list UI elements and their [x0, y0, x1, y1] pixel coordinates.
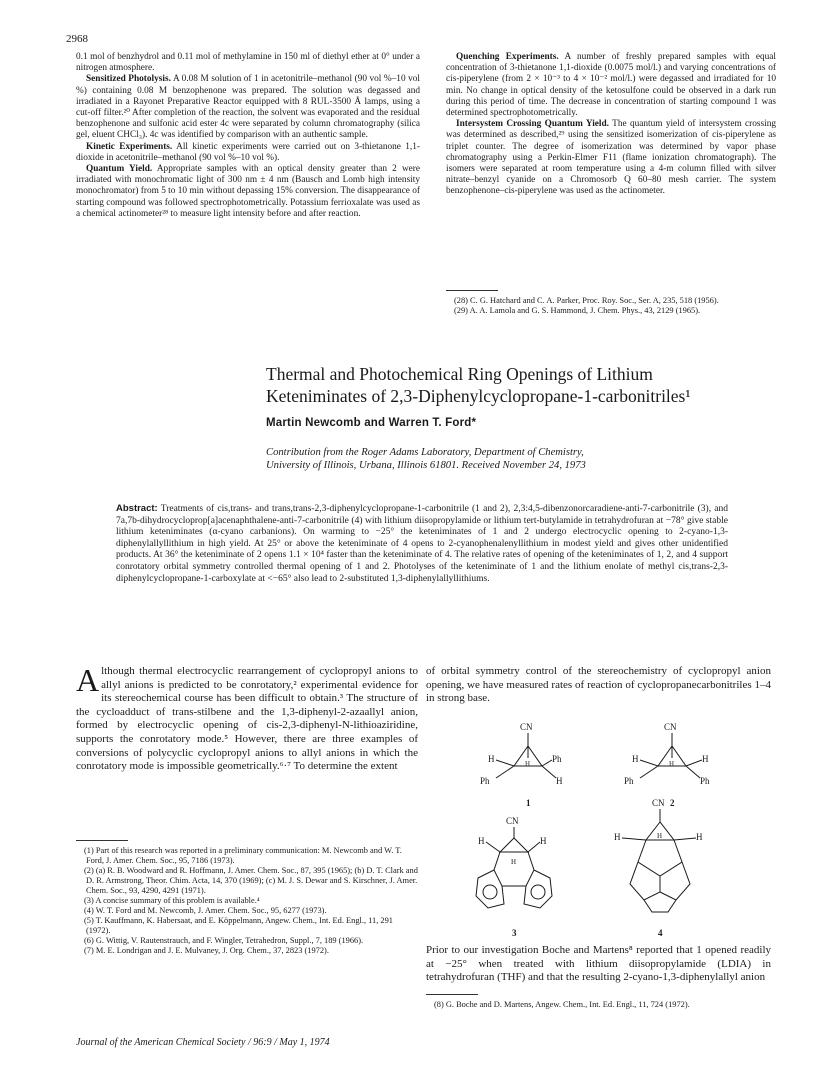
paragraph-quantum-yield — [76, 164, 420, 220]
heading-sensitized-photolysis: Sensitized Photolysis. — [86, 74, 171, 85]
text-quantum-yield: Appropriate samples with an optical density greater than 2 were irradiated with monochromatic light of 300 nm ± 4 nm (Bausch and Lomb high intensity monochromator) from 5 to 10 min without depassing 15% conversion. The disappearance of starting compound was followed spectrophotometrically. Potassium ferrioxalate was used as a chemical actinometer²⁸ to measure light intensity before and after reaction. — [76, 164, 421, 219]
structure-3 — [460, 812, 580, 942]
affiliation — [266, 446, 776, 472]
s2-h-left: H — [632, 754, 639, 764]
body-right-column: of orbital symmetry control of the stereochemistry of cyclopropyl anion opening, we have measured rates of reaction of cyclopropanecarbonitriles 1–4 in strong base. — [426, 665, 771, 705]
s1-h-center: H — [525, 760, 531, 768]
s2-bond-h-left — [640, 760, 658, 766]
s3-h-right: H — [540, 836, 547, 846]
text-intersystem-crossing: The quantum yield of intersystem crossing was determined as described,²⁹ using the sensitized isomerization of cis-piperylene as triplet counter. The degree of isomerization was determined by vapor phase chromatography using a Perkin-Elmer F11 (flame ionization chromatograph). The isomers were separated at room temperature using a 4-m column filled with silver nitrate–benzyl cyanide on a Chromosorb Q 60–80 mesh carrier. The system benzophenone–cis-piperylene was used as the actinometer. — [446, 119, 777, 197]
s4-left-ring — [630, 862, 660, 900]
s1-ph-right: Ph — [552, 754, 562, 764]
s4-h-center: H — [657, 832, 663, 840]
s4-h-right: H — [696, 832, 703, 842]
paragraph-sensitized-photolysis — [76, 74, 420, 141]
authors: Martin Newcomb and Warren T. Ford* — [266, 417, 477, 429]
s1-bond-ph-right — [542, 760, 552, 766]
s2-ph-right: Ph — [700, 776, 710, 786]
footnote-right — [426, 1000, 771, 1010]
s3-right-benzo — [524, 870, 552, 908]
footnotes-left — [76, 846, 418, 956]
abstract-label: Abstract: — [116, 503, 158, 514]
page-number: 2968 — [66, 33, 88, 45]
text-sensitized-photolysis: A 0.08 M solution of 1 in acetonitrile–methanol (90 vol %–10 vol %) containing 0.08 M benzophenone was prepared. The solution was degassed and irradiated in a Rayonet Preparative Reactor equipped with 8 RUL-3500 Å lamps, using a cut-off filter.²⁰ After completion of the reaction, the solvent was evaporated and the residual benzophenone and sulfonic acid ester 4c were separated by column chromatography (silica gel, eluent CHCl₃). 4c was identified by comparison with an authentic sample. — [76, 74, 421, 141]
footnote-rule-right — [426, 994, 478, 995]
s1-ph-left: Ph — [480, 776, 490, 786]
paragraph-quenching — [446, 52, 776, 119]
heading-kinetic-experiments: Kinetic Experiments. — [86, 141, 173, 152]
body-intro-text: lthough thermal electrocyclic rearrangement of cyclopropyl anions to allyl anions is predicted to be conrotatory,² experimental evidence for its stereochemical course has been difficult to obtain.³ The structure of the cycloadduct of trans-stilbene and the 1,3-diphenyl-2-azaallyl anion, formed by electrocyclic opening of cis-2,3-diphenyl-N-lithioaziridine, supports the conrotatory mode.⁵ However, there are three examples of conversions of polycyclic cyclopropyl anions to allyl anions in which the conrotatory mode is impossible geometrically.⁶·⁷ To determine the extent — [76, 665, 418, 773]
s4-cn-label: CN — [652, 798, 665, 808]
s1-h-right: H — [556, 776, 563, 786]
affiliation-line-1: Contribution from the Roger Adams Laboratory, Department of Chemistry, — [266, 447, 584, 458]
s1-number: 1 — [526, 798, 531, 808]
text-quenching: A number of freshly prepared samples with equal concentration of 3-thietanone 1,1-dioxide (0.0075 mol/l.) and varying concentrations of cis-piperylene (from 2 × 10⁻³ to 4 × 10⁻² mol/l.) were degassed and irradiated for 10 min. No change in optical density of the ketosulfone could be observed in a dark run during this period of time. The decrease in concentration of starting compound 1 was determined spectrophotometrically. — [446, 52, 776, 119]
reference-28: (28) C. G. Hatchard and C. A. Parker, Proc. Roy. Soc., Ser. A, 235, 518 (1956). — [454, 296, 719, 305]
s4-h-left: H — [614, 832, 621, 842]
footnote-4: (4) W. T. Ford and M. Newcomb, J. Amer. Chem. Soc., 95, 6277 (1973). — [84, 906, 327, 915]
body-right-continuation: Prior to our investigation Boche and Martens⁸ reported that 1 opened readily at −25° when treated with lithium diisopropylamide (LDIA) in tetrahydrofuran (THF) and that the resulting 2-cyano-1,3-diphenylallyl anion — [426, 944, 771, 984]
s3-left-aromatic — [483, 885, 497, 899]
s1-h-left: H — [488, 754, 495, 764]
s2-bond-ph-right — [686, 766, 700, 778]
text-kinetic-experiments: All kinetic experiments were carried out on 3-thietanone 1,1-dioxide in acetonitrile–methanol (90 vol %–10 vol %). — [76, 141, 420, 163]
experimental-left-column — [76, 52, 420, 220]
s4-bottom-ring — [644, 900, 676, 912]
s3-h-left: H — [478, 836, 485, 846]
footnote-3: (3) A concise summary of this problem is available.⁴ — [84, 896, 260, 905]
journal-footer: Journal of the American Chemical Society / 96:9 / May 1, 1974 — [76, 1037, 330, 1048]
footnote-6: (6) G. Wittig, V. Rautenstrauch, and F. Wingler, Tetrahedron, Suppl., 7, 189 (1966). — [84, 936, 364, 945]
s4-bond-h-right — [674, 838, 696, 840]
s4-five-ring — [638, 840, 682, 876]
footnote-rule-top — [446, 290, 498, 291]
s2-number: 2 — [670, 798, 675, 808]
footnote-8: (8) G. Boche and D. Martens, Angew. Chem., Int. Ed. Engl., 11, 724 (1972). — [434, 1000, 690, 1009]
drop-cap: A — [76, 662, 100, 698]
footnote-7: (7) M. E. Londrigan and J. E. Mulvaney, J. Org. Chem., 37, 2823 (1972). — [84, 946, 329, 955]
s1-bond-ph-left — [496, 766, 514, 778]
body-left-column — [76, 662, 418, 774]
s2-cn-label: CN — [664, 722, 677, 732]
paragraph-benzhydrol: 0.1 mol of benzhydrol and 0.11 mol of methylamine in 150 ml of diethyl ether at 0° under a nitrogen atmosphere. — [76, 52, 420, 74]
s1-cn-label: CN — [520, 722, 533, 732]
structure-1 — [474, 720, 584, 810]
paragraph-intersystem-crossing — [446, 119, 776, 197]
heading-intersystem-crossing: Intersystem Crossing Quantum Yield. — [456, 119, 609, 130]
s3-h-center: H — [511, 858, 517, 866]
reference-29: (29) A. A. Lamola and G. S. Hammond, J. Chem. Phys., 43, 2129 (1965). — [454, 306, 701, 315]
s3-cn-label: CN — [506, 816, 519, 826]
s4-number: 4 — [658, 928, 663, 938]
paragraph-kinetic-experiments — [76, 142, 420, 164]
s3-bond-h-right — [528, 842, 540, 852]
s3-bond-h-left — [486, 842, 500, 852]
s4-right-ring — [660, 862, 690, 900]
experimental-right-column — [446, 52, 776, 198]
s4-bond-h-left — [622, 838, 646, 840]
s3-left-benzo — [476, 870, 504, 908]
article-title — [266, 363, 766, 407]
s2-ph-left: Ph — [624, 776, 634, 786]
s3-cyclopropane — [500, 838, 528, 852]
title-line-2: Keteniminates of 2,3-Diphenylcyclopropane-1-carbonitriles¹ — [266, 386, 691, 406]
abstract — [116, 503, 728, 585]
footnote-rule-left — [76, 840, 128, 841]
affiliation-line-2: University of Illinois, Urbana, Illinois 61801. Received November 24, 1973 — [266, 460, 586, 471]
s3-right-aromatic — [531, 885, 545, 899]
s1-bond-h-right — [542, 766, 556, 778]
s2-h-right: H — [702, 754, 709, 764]
s2-bond-ph-left — [640, 766, 658, 778]
footnote-1: (1) Part of this research was reported in a preliminary communication: M. Newcomb and W. T. Ford, J. Amer. Chem. Soc., 95, 7186 (1973). — [84, 846, 402, 865]
s3-number: 3 — [512, 928, 517, 938]
s1-bond-h-left — [496, 760, 514, 766]
heading-quantum-yield: Quantum Yield. — [86, 164, 153, 175]
references-top-right — [446, 296, 776, 316]
s2-bond-h-right — [686, 760, 702, 766]
footnote-5: (5) T. Kauffmann, K. Habersaat, and E. Köppelmann, Angew. Chem., Int. Ed. Engl., 11, 291 (1972). — [84, 916, 393, 935]
abstract-text: Treatments of cis,trans- and trans,trans-2,3-diphenylcyclopropane-1-carbonitrile (1 and 2), 2,3:4,5-dibenzonorcaradiene-anti-7-carbonitrile (3), and 7a,7b-dihydrocycloprop[a]acenaphthalene-anti-7-carbonitrile (4) with lithium diisopropylamide or lithium tert-butylamide in tetrahydrofuran at −78° give stable lithium keteniminates (α-cyano carbanions). On warming to −25° the keteniminates of 1 and 2 undergo electrocyclic opening to 2-cyano-1,3-diphenylallyllithium in high yield. At 25° or above the keteniminate of 4 opens to 2-cyanophenalenyllithium in modest yield and gives other unidentified products. At 36° the keteniminate of 2 opens 1.1 × 10⁴ faster than the keteniminate of 4. The relative rates of opening of the keteniminates of 1, 2, and 4 support conrotatory orbital symmetry controlled thermal opening of 1 and 2. Photolyses of the keteniminate of 1 and the lithium enolate of methyl cis,trans-2,3-diphenylcyclopropane-1-carboxylate at <−65° also lead to 2-substituted 1,3-diphenylallyllithiums. — [116, 504, 728, 584]
heading-quenching: Quenching Experiments. — [456, 52, 559, 62]
s2-h-center: H — [669, 760, 675, 768]
structure-4 — [608, 796, 728, 946]
footnote-2: (2) (a) R. B. Woodward and R. Hoffmann, J. Amer. Chem. Soc., 87, 395 (1965); (b) D. T. Clark and D. R. Armstrong, Theor. Chim. Acta, 14, 370 (1969); (c) M. J. S. Dewar and S. Kirschner, J. Amer. Chem. Soc., 93, 4290, 4291 (1971). — [84, 866, 418, 895]
title-line-1: Thermal and Photochemical Ring Openings of Lithium — [266, 364, 653, 384]
